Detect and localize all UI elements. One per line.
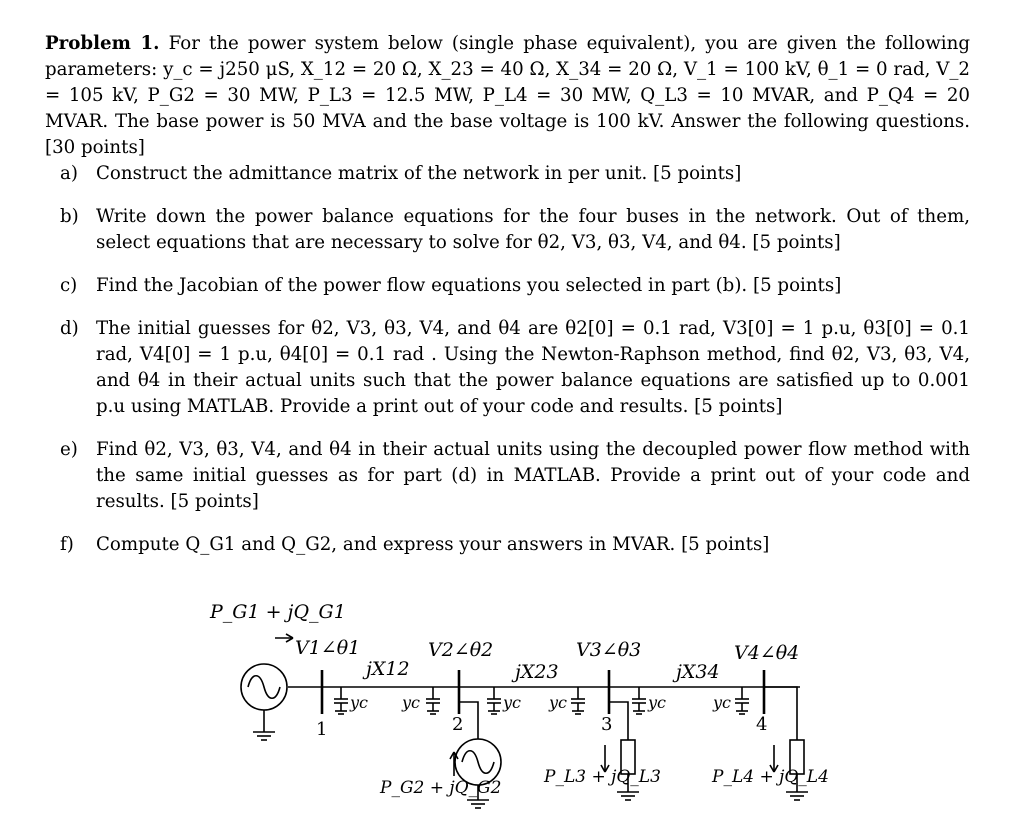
problem-intro xyxy=(45,31,970,161)
shunt-capacitor-6-icon xyxy=(735,687,749,714)
load3-label: P_L3 + jQ_L3 xyxy=(544,767,661,787)
shunt-label: yc xyxy=(402,693,420,712)
question-text: Find θ2, V3, θ3, V4, and θ4 in their actual units using the decoupled power flow method with the same initial guesses as for part (d) in MATLAB. Provide a print out of your code and results. [5 points] xyxy=(96,439,970,512)
bus-number-1: 1 xyxy=(316,719,328,740)
bus-voltage-3: V3∠θ3 xyxy=(576,639,642,661)
question-text: The initial guesses for θ2, V3, θ3, V4, and θ4 are θ2[0] = 0.1 rad, V3[0] = 1 p.u, θ3[0] = 0.1 rad, V4[0] = 1 p.u, θ4[0] = 0.1 rad . Using the Newton-Raphson method, find θ2, V3, θ3, V4, and θ4 in their actual units such that the power balance equations are satisfied up to 0.001 p.u using MATLAB. Provide a print out of your code and results. [5 points] xyxy=(96,318,970,417)
question-text: Find the Jacobian of the power flow equations you selected in part (b). [5 points] xyxy=(96,275,842,296)
shunt-capacitor-2-icon xyxy=(426,687,440,714)
bus-voltage-1: V1∠θ1 xyxy=(295,637,361,659)
generator-1-sine xyxy=(248,676,280,699)
question-text: Write down the power balance equations for the four buses in the network. Out of them, select equations that are necessary to solve for θ2, V3, θ3, V4, and θ4. [5 points] xyxy=(96,206,970,253)
line-label-34: jX34 xyxy=(676,661,720,683)
bus-voltage-2: V2∠θ2 xyxy=(428,639,494,661)
gen1-label: P_G1 + jQ_G1 xyxy=(210,601,346,623)
bus-number-4: 4 xyxy=(756,714,768,735)
question-label: b) xyxy=(60,206,79,227)
question-label: d) xyxy=(60,318,79,339)
power-system-diagram xyxy=(0,590,1024,830)
question-text: Construct the admittance matrix of the network in per unit. [5 points] xyxy=(96,163,742,184)
shunt-label: yc xyxy=(503,693,521,712)
shunt-capacitor-3-icon xyxy=(487,687,501,714)
bus-number-2: 2 xyxy=(452,714,464,735)
shunt-capacitor-4-icon xyxy=(571,687,585,714)
question-label: a) xyxy=(60,163,78,184)
shunt-label: yc xyxy=(648,693,666,712)
question-text: Compute Q_G1 and Q_G2, and express your answers in MVAR. [5 points] xyxy=(96,534,770,555)
question-label: e) xyxy=(60,439,78,460)
shunt-capacitor-5-icon xyxy=(632,687,646,714)
shunt-label: yc xyxy=(713,693,731,712)
bus-number-3: 3 xyxy=(601,714,613,735)
load4-label: P_L4 + jQ_L4 xyxy=(712,767,829,787)
problem-intro-text: For the power system below (single phase equivalent), you are given the following parameters: y_c = j250 μS, X_12 = 20 Ω, X_23 = 40 Ω, X_34 = 20 Ω, V_1 = 100 kV, θ_1 = 0 rad, V_2 = 105 kV, P_G2 = 30 MW, P_L3 = 12.5 MW, P_L4 = 30 MW, Q_L3 = 10 MVAR, and P_Q4 = 20 MVAR. The base power is 50 MVA and the base voltage is 100 kV. Answer the following questions. [30 points] xyxy=(45,33,970,158)
line-label-12: jX12 xyxy=(366,658,410,680)
question-label: f) xyxy=(60,534,74,555)
shunt-capacitor-1-icon xyxy=(334,687,348,714)
line-label-23: jX23 xyxy=(515,661,559,683)
bus-voltage-4: V4∠θ4 xyxy=(734,642,800,664)
shunt-label: yc xyxy=(549,693,567,712)
question-label: c) xyxy=(60,275,78,296)
gen2-label: P_G2 + jQ_G2 xyxy=(380,778,502,798)
problem-heading: Problem 1. xyxy=(45,33,160,54)
shunt-label: yc xyxy=(350,693,368,712)
